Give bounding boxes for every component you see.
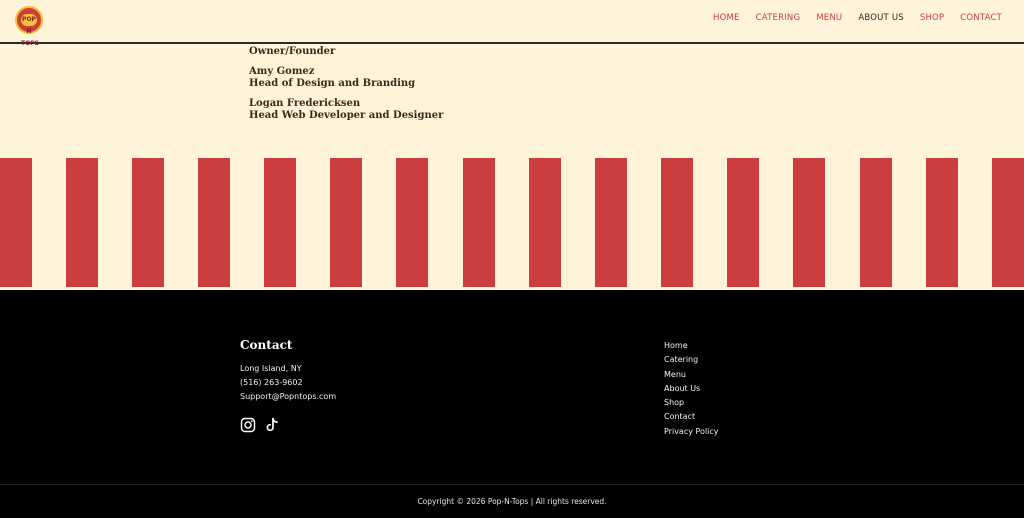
- stripe: [529, 158, 561, 287]
- nav-contact[interactable]: CONTACT: [960, 13, 1002, 23]
- main-nav: [713, 13, 1002, 23]
- team-member: [249, 98, 443, 122]
- stripe: [264, 158, 296, 287]
- stripe: [793, 158, 825, 287]
- site-logo[interactable]: [15, 6, 43, 47]
- logo-text: POP N TOPS: [21, 16, 39, 47]
- tiktok-icon[interactable]: [264, 417, 280, 433]
- footer-link-catering[interactable]: Catering: [664, 355, 699, 365]
- member-name: Logan Fredericksen: [249, 98, 361, 109]
- stripe: [860, 158, 892, 287]
- footer-link-contact[interactable]: Contact: [664, 412, 696, 422]
- stripe: [330, 158, 362, 287]
- nav-menu[interactable]: MENU: [816, 13, 843, 23]
- stripe: [661, 158, 693, 287]
- stripe: [992, 158, 1024, 287]
- stripe: [0, 158, 32, 287]
- footer-divider: [0, 484, 1024, 485]
- footer-links: [664, 339, 719, 439]
- stripe: [396, 158, 428, 287]
- footer-link-privacy-policy[interactable]: Privacy Policy: [664, 426, 719, 436]
- stripe: [595, 158, 627, 287]
- stripe: [926, 158, 958, 287]
- team-member: [249, 66, 443, 90]
- nav-catering[interactable]: CATERING: [755, 13, 801, 23]
- striped-banner: [0, 158, 1024, 287]
- footer-link-about-us[interactable]: About Us: [664, 383, 701, 393]
- member-role: Owner/Founder: [249, 46, 336, 57]
- contact-location: Long Island, NY: [240, 364, 302, 373]
- footer-link-home[interactable]: Home: [664, 341, 688, 350]
- contact-email[interactable]: Support@Popntops.com: [240, 392, 337, 401]
- member-name: Amy Gomez: [249, 66, 315, 77]
- member-role: Head Web Developer and Designer: [249, 110, 444, 121]
- footer-link-menu[interactable]: Menu: [664, 369, 686, 379]
- nav-home[interactable]: HOME: [713, 13, 740, 23]
- site-footer: [0, 290, 1024, 518]
- stripe: [132, 158, 164, 287]
- site-header: [0, 0, 1024, 47]
- nav-shop[interactable]: SHOP: [919, 13, 945, 23]
- instagram-icon[interactable]: [240, 417, 256, 433]
- stripe: [66, 158, 98, 287]
- stripe: [198, 158, 230, 287]
- stripe: [727, 158, 759, 287]
- team-list: [249, 34, 443, 130]
- copyright-text: Copyright © 2026 Pop-N-Tops | All rights reserved.: [417, 497, 607, 506]
- stripe: [463, 158, 495, 287]
- contact-heading: Contact: [240, 338, 293, 352]
- member-role: Head of Design and Branding: [249, 78, 416, 89]
- footer-link-shop[interactable]: Shop: [664, 398, 685, 408]
- nav-about-us[interactable]: ABOUT US: [858, 13, 904, 23]
- contact-phone[interactable]: (516) 263-9602: [240, 378, 303, 387]
